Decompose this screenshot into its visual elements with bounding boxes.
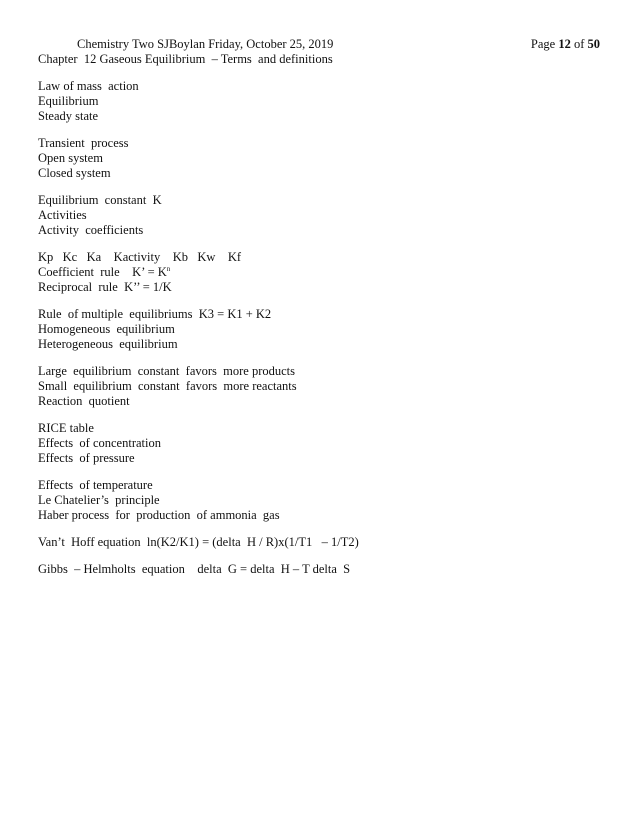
term-effects-of-pressure: Effects of pressure: [38, 451, 135, 465]
term-activity-coefficients: Activity coefficients: [38, 223, 144, 237]
header-title: Chemistry Two SJBoylan Friday, October 25, 2019: [77, 37, 334, 51]
term-small-equilibrium-constant: Small equilibrium constant favors more reactants: [38, 379, 297, 393]
page-total: 50: [587, 37, 600, 51]
term-steady-state: Steady state: [38, 109, 99, 123]
term-reaction-quotient: Reaction quotient: [38, 394, 130, 408]
term-homogeneous-equilibrium: Homogeneous equilibrium: [38, 322, 175, 336]
term-haber-process: Haber process for production of ammonia gas: [38, 508, 280, 522]
term-equilibrium-constants-list: Kp Kc Ka Kactivity Kb Kw Kf: [38, 250, 242, 264]
chapter-title: Chapter 12 Gaseous Equilibrium – Terms and definitions: [38, 52, 333, 66]
document-body: [38, 52, 598, 577]
term-effects-of-concentration: Effects of concentration: [38, 436, 161, 450]
term-law-of-mass-action: Law of mass action: [38, 79, 139, 93]
term-vant-hoff-equation: Van’t Hoff equation ln(K2/K1) = (delta H / R)x(1/T1 – 1/T2): [38, 535, 359, 549]
coefficient-rule-exponent: n: [166, 265, 171, 273]
page-prefix: Page: [530, 37, 559, 51]
page-number: 12: [558, 37, 571, 51]
term-le-chatelier: Le Chatelier’s principle: [38, 493, 160, 507]
term-transient-process: Transient process: [38, 136, 129, 150]
term-effects-of-temperature: Effects of temperature: [38, 478, 153, 492]
page-indicator: [531, 36, 600, 52]
page-of: of: [570, 37, 588, 51]
coefficient-rule-text: Coefficient rule K’ = K: [38, 265, 167, 279]
term-gibbs-helmholtz-equation: Gibbs – Helmholts equation delta G = delta H – T delta S: [38, 562, 351, 576]
term-reciprocal-rule: Reciprocal rule K’’ = 1/K: [38, 280, 172, 294]
term-open-system: Open system: [38, 151, 103, 165]
term-rice-table: RICE table: [38, 421, 94, 435]
term-rule-of-multiple-equilibriums: Rule of multiple equilibriums K3 = K1 + K2: [38, 307, 272, 321]
term-coefficient-rule: [38, 265, 598, 280]
term-closed-system: Closed system: [38, 166, 111, 180]
term-heterogeneous-equilibrium: Heterogeneous equilibrium: [38, 337, 178, 351]
term-equilibrium: Equilibrium: [38, 94, 99, 108]
term-large-equilibrium-constant: Large equilibrium constant favors more products: [38, 364, 295, 378]
page-header: [0, 36, 638, 52]
term-equilibrium-constant: Equilibrium constant K: [38, 193, 162, 207]
term-activities: Activities: [38, 208, 87, 222]
